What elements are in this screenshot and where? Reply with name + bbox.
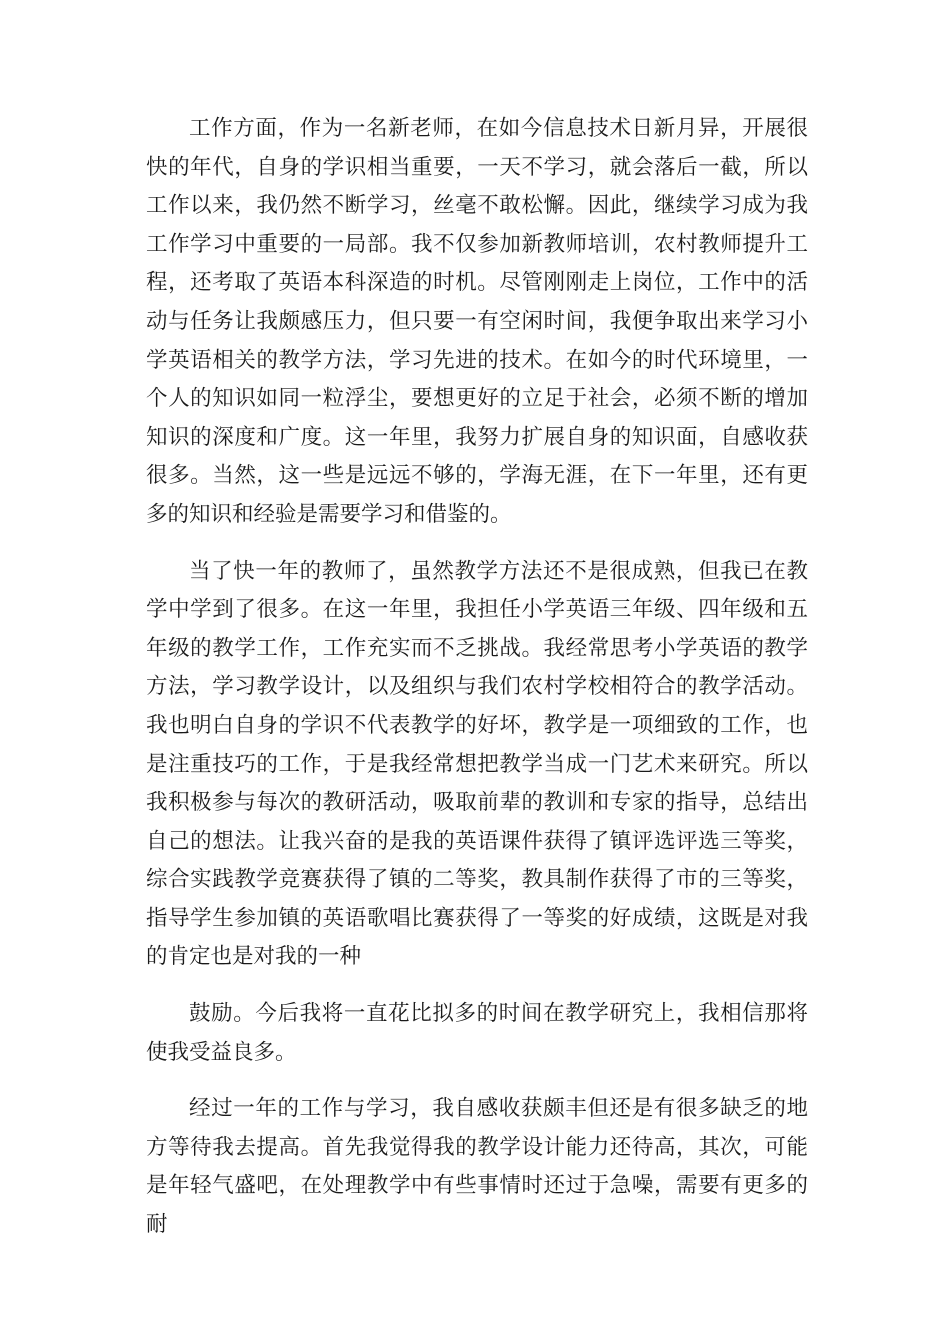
paragraph-shortcomings: 经过一年的工作与学习，我自感收获颇丰但还是有很多缺乏的地方等待我去提高。首先我觉得我的教学设计能力还待高，其次，可能是年轻气盛吧，在处理教学中有些事情时还过于急噪，需要有更多的耐 (146, 1096, 808, 1238)
document-body (146, 110, 808, 1263)
paragraph-work-study: 工作方面，作为一名新老师，在如今信息技术日新月异，开展很快的年代，自身的学识相当重要，一天不学习，就会落后一截，所以工作以来，我仍然不断学习，丝毫不敢松懈。因此，继续学习成为我工作学习中重要的一局部。我不仅参加新教师培训，农村教师提升工程，还考取了英语本科深造的时机。尽管刚刚走上岗位，工作中的活动与任务让我颇感压力，但只要一有空闲时间，我便争取出来学习小学英语相关的教学方法，学习先进的技术。在如今的时代环境里，一个人的知识如同一粒浮尘，要想更好的立足于社会，必须不断的增加知识的深度和广度。这一年里，我努力扩展自身的知识面，自感收获很多。当然，这一些是远远不够的，学海无涯，在下一年里，还有更多的知识和经验是需要学习和借鉴的。 (146, 116, 808, 527)
paragraph-teaching: 当了快一年的教师了，虽然教学方法还不是很成熟，但我已在教学中学到了很多。在这一年里，我担任小学英语三年级、四年级和五年级的教学工作，工作充实而不乏挑战。我经常思考小学英语的教学方法，学习教学设计，以及组织与我们农村学校相符合的教学活动。我也明白自身的学识不代表教学的好坏，教学是一项细致的工作，也是注重技巧的工作，于是我经常想把教学当成一门艺术来研究。所以我积极参与每次的教研活动，吸取前辈的教训和专家的指导，总结出自己的想法。让我兴奋的是我的英语课件获得了镇评选评选三等奖，综合实践教学竞赛获得了镇的二等奖，教具制作获得了市的三等奖，指导学生参加镇的英语歌唱比赛获得了一等奖的好成绩，这既是对我的肯定也是对我的一种 (146, 558, 808, 970)
paragraph-encouragement: 鼓励。今后我将一直花比拟多的时间在教学研究上，我相信那将使我受益良多。 (146, 1001, 808, 1065)
